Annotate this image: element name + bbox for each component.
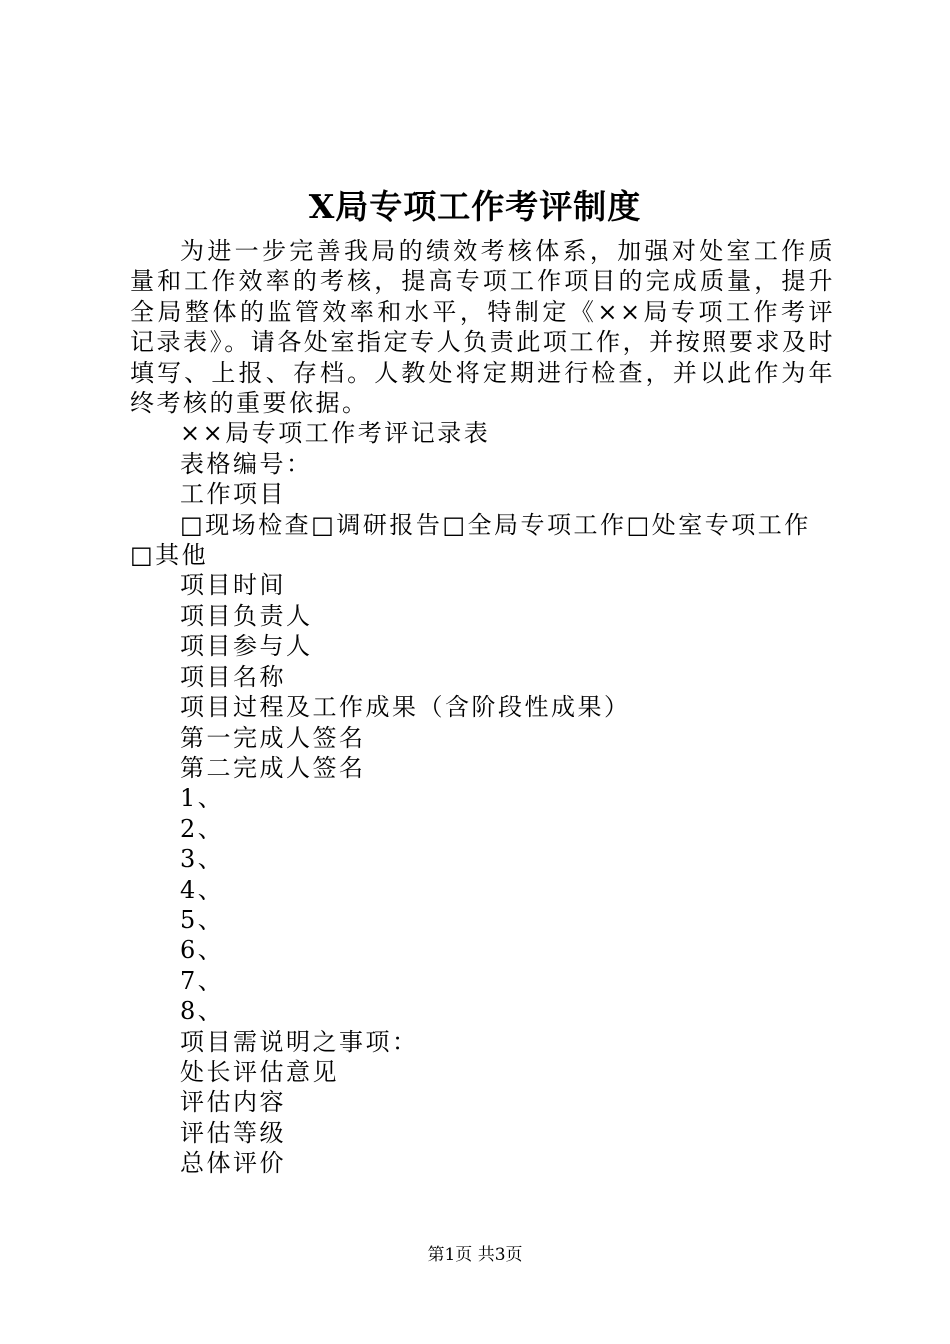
notes-line: 项目需说明之事项：	[180, 1027, 419, 1056]
document-body	[130, 236, 835, 1179]
list-item: 1、	[180, 784, 225, 813]
evaluation-grade-line: 评估等级	[180, 1118, 286, 1147]
list-item: 4、	[180, 875, 225, 904]
work-type-options-line: □现场检查□调研报告□全局专项工作□处室专项工作□其他	[130, 510, 811, 570]
list-item: 8、	[180, 997, 225, 1026]
first-signer-line: 第一完成人签名	[180, 723, 366, 752]
project-name-line: 项目名称	[180, 662, 286, 691]
list-item: 7、	[180, 966, 225, 995]
evaluation-content-line: 评估内容	[180, 1088, 286, 1117]
overall-evaluation-line: 总体评价	[180, 1149, 286, 1178]
director-opinion-line: 处长评估意见	[180, 1057, 339, 1086]
project-participants-line: 项目参与人	[180, 632, 313, 661]
work-item-line: 工作项目	[180, 480, 286, 509]
list-item: 3、	[180, 845, 225, 874]
second-signer-line: 第二完成人签名	[180, 753, 366, 782]
project-time-line: 项目时间	[180, 571, 286, 600]
intro-paragraph: 为进一步完善我局的绩效考核体系，加强对处室工作质量和工作效率的考核，提高专项工作项目的完成质量，提升全局整体的监管效率和水平，特制定《××局专项工作考评记录表》。请各处室指定专人负责此项工作，并按照要求及时填写、上报、存档。人教处将定期进行检查，并以此作为年终考核的重要依据。	[130, 237, 835, 418]
project-process-line: 项目过程及工作成果（含阶段性成果）	[180, 693, 631, 722]
list-item: 2、	[180, 814, 225, 843]
project-leader-line: 项目负责人	[180, 601, 313, 630]
list-item: 5、	[180, 905, 225, 934]
form-title-line: ××局专项工作考评记录表	[180, 419, 491, 448]
document-title: X局专项工作考评制度	[308, 187, 642, 226]
form-number-line: 表格编号：	[180, 449, 313, 478]
page-footer: 第1页 共3页	[427, 1245, 523, 1265]
list-item: 6、	[180, 936, 225, 965]
